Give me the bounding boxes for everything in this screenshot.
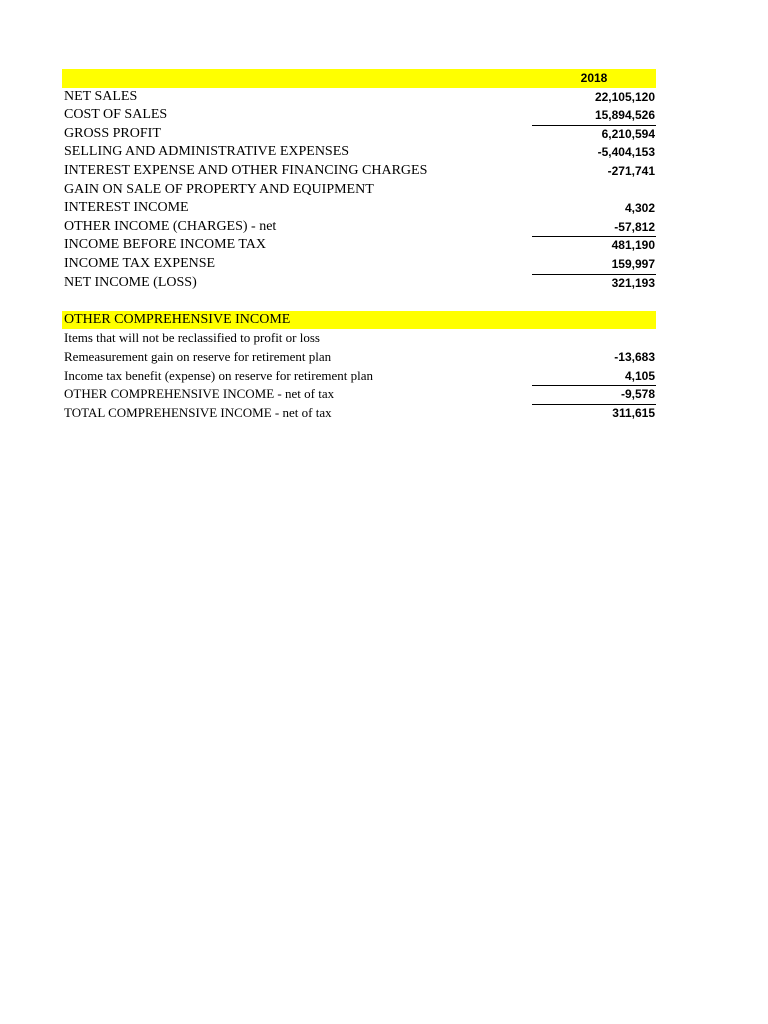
row-value: 22,105,120 [594, 89, 655, 104]
row-value: -57,812 [614, 219, 655, 234]
row-value: 6,210,594 [601, 126, 655, 141]
row-value: -13,683 [614, 349, 655, 364]
row-label: SELLING AND ADMINISTRATIVE EXPENSES [64, 144, 350, 160]
oci-row-income-tax-benefit [62, 367, 656, 386]
row-value: -271,741 [607, 163, 655, 178]
statement-row-gain-on-sale [62, 181, 656, 200]
oci-row-oci-net-of-tax [62, 385, 656, 404]
statement-row-interest-income [62, 199, 656, 218]
row-label: Items that will not be reclassified to profit or loss [64, 330, 320, 346]
row-label: Remeasurement gain on reserve for retirement plan [64, 348, 332, 364]
statement-row-net-income [62, 274, 656, 293]
statement-row-income-tax-expense [62, 255, 656, 274]
row-label: INTEREST EXPENSE AND OTHER FINANCING CHARGES [64, 162, 428, 178]
financial-statement-sheet [62, 69, 656, 422]
statement-row-income-before-tax [62, 236, 656, 255]
row-value: -9,578 [620, 387, 655, 402]
oci-title: OTHER COMPREHENSIVE INCOME [64, 311, 291, 327]
row-value: 311,615 [612, 405, 655, 420]
row-label: COST OF SALES [64, 107, 168, 123]
row-value: 4,302 [624, 201, 655, 216]
row-label: Income tax benefit (expense) on reserve for retirement plan [64, 367, 373, 383]
row-label: GROSS PROFIT [64, 125, 161, 141]
section-spacer [62, 292, 656, 311]
statement-row-gross-profit [62, 125, 656, 144]
row-label: TOTAL COMPREHENSIVE INCOME - net of tax [64, 404, 332, 420]
row-value: 4,105 [624, 368, 655, 383]
row-label: INTEREST INCOME [64, 200, 189, 216]
oci-row-total-comprehensive-income [62, 404, 656, 423]
row-label: NET INCOME (LOSS) [64, 274, 197, 290]
statement-row-other-income [62, 218, 656, 237]
row-label: GAIN ON SALE OF PROPERTY AND EQUIPMENT [64, 181, 374, 197]
row-value: 15,894,526 [594, 108, 655, 123]
row-label: OTHER INCOME (CHARGES) - net [64, 218, 277, 234]
row-label: NET SALES [64, 88, 138, 104]
row-label: OTHER COMPREHENSIVE INCOME - net of tax [64, 386, 335, 402]
row-value: 321,193 [611, 275, 655, 290]
oci-row-items-not-reclassified [62, 329, 656, 348]
row-value: 159,997 [611, 256, 655, 271]
statement-row-interest-expense [62, 162, 656, 181]
row-label: INCOME TAX EXPENSE [64, 255, 216, 271]
statement-row-net-sales [62, 88, 656, 107]
row-label: INCOME BEFORE INCOME TAX [64, 237, 267, 253]
oci-section-header [62, 311, 656, 330]
statement-row-selling-admin [62, 143, 656, 162]
row-value: -5,404,153 [597, 145, 655, 160]
statement-row-cost-of-sales [62, 106, 656, 125]
year-header: 2018 [580, 71, 608, 85]
oci-row-remeasurement-gain [62, 348, 656, 367]
row-value: 481,190 [611, 238, 655, 253]
year-header-row [62, 69, 656, 88]
